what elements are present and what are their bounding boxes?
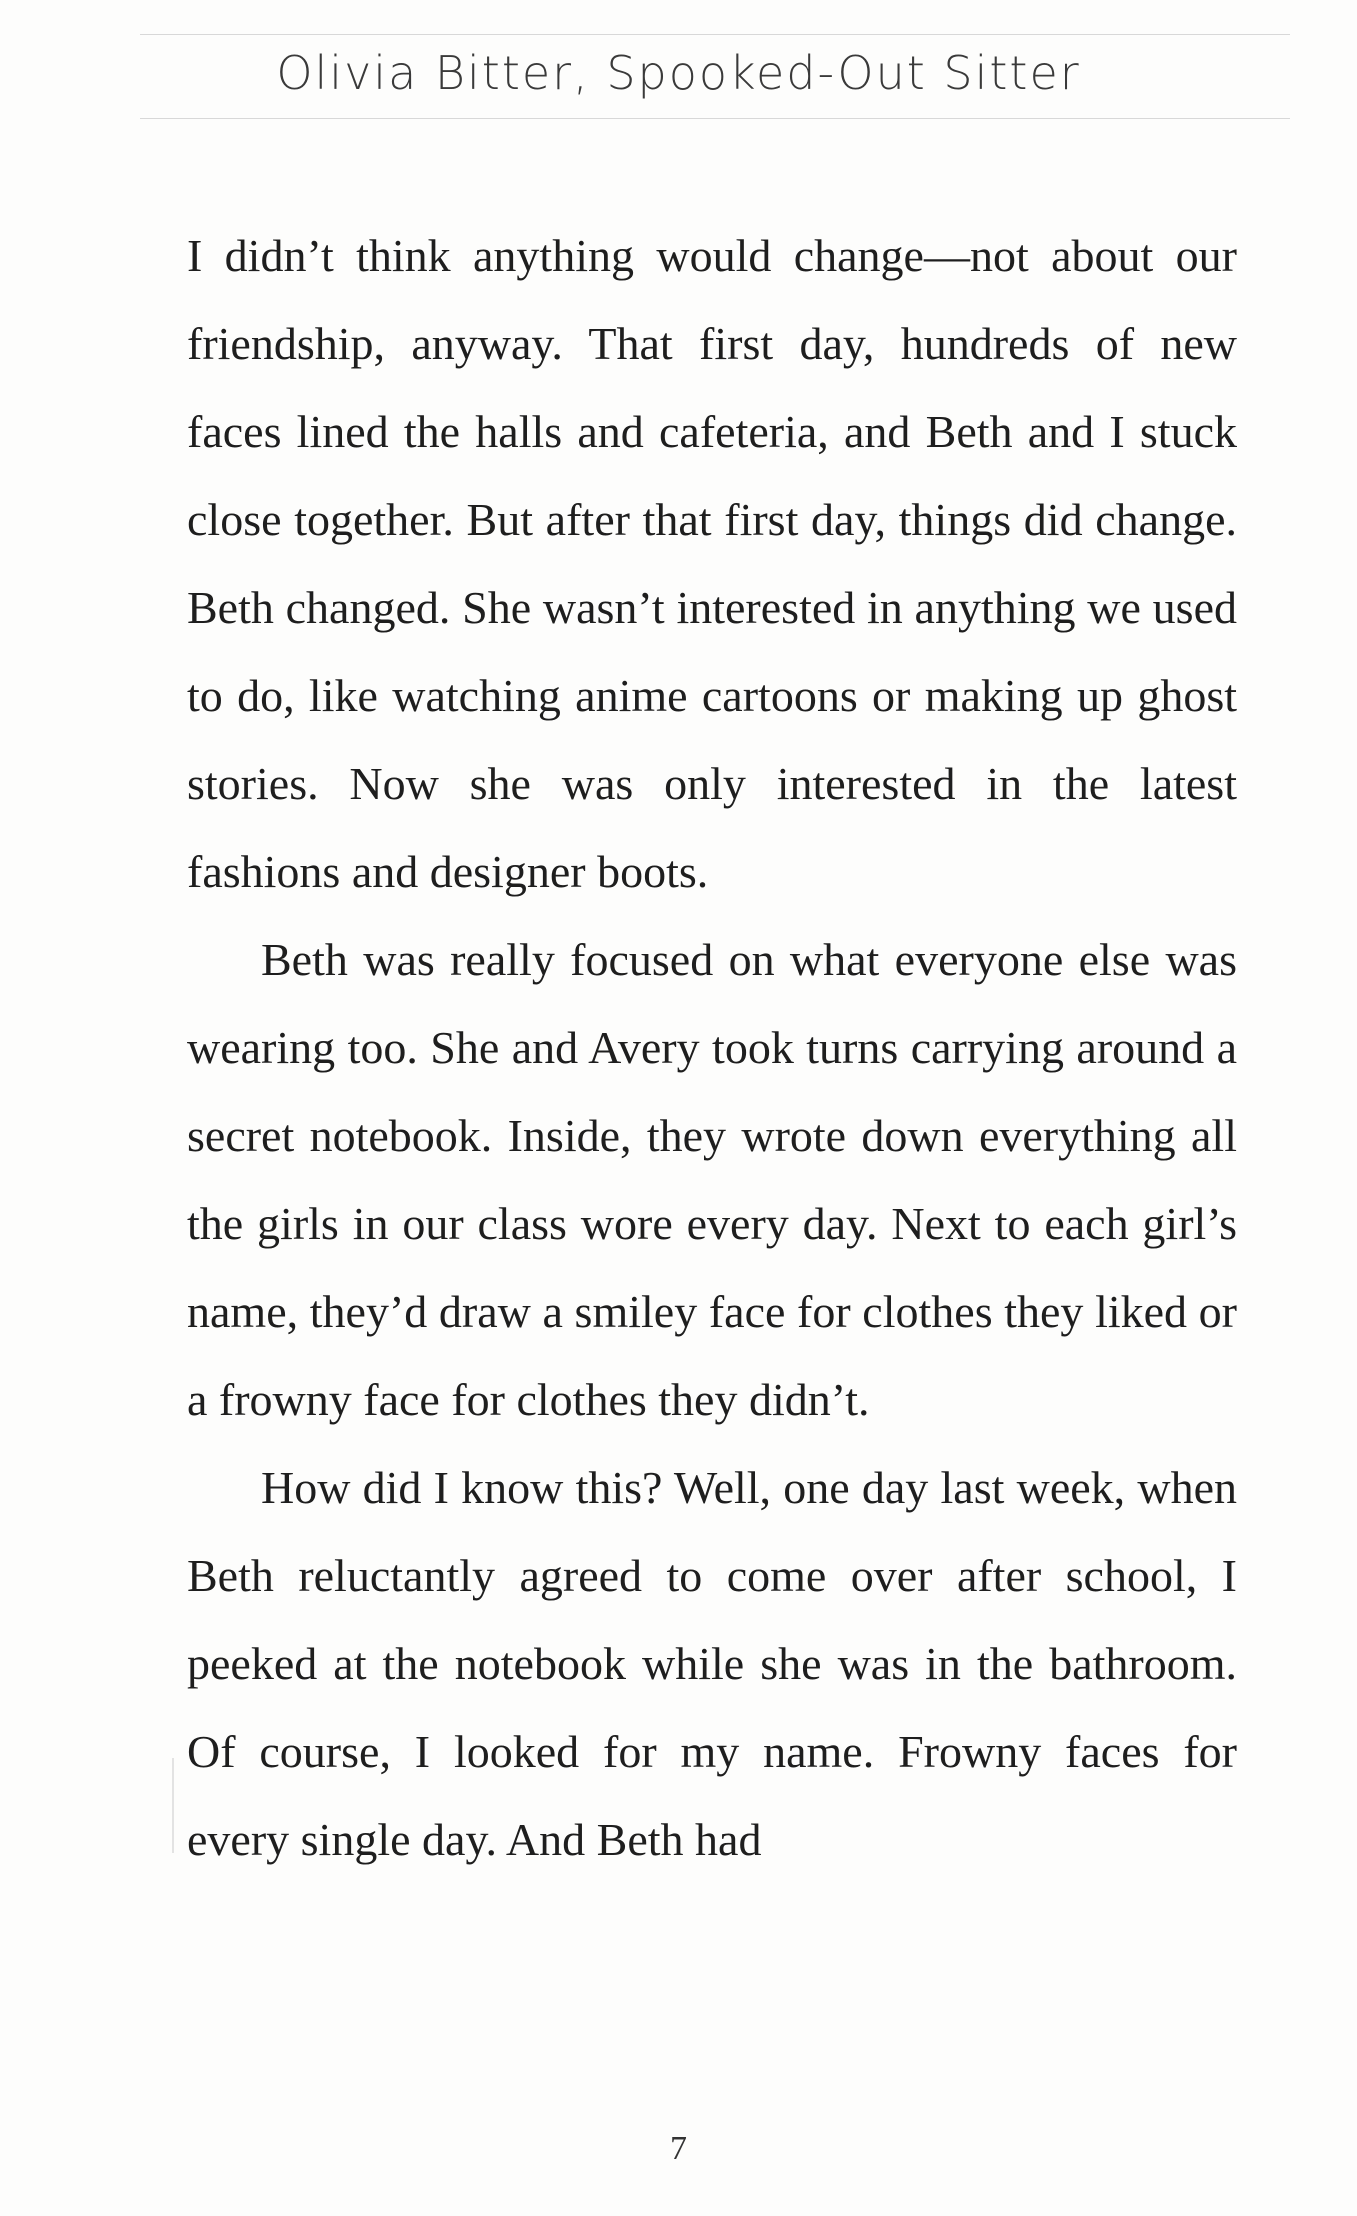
paragraph-1: I didn’t think anything would change—not about our friendship, anyway. That first day, hundreds of new faces lined the halls and cafeteria, and Beth and I stuck close together. But after that first day, things did change. Beth changed. She wasn’t interested in anything we used to do, like watching anime cartoons or making up ghost stories. Now she was only interested in the latest fashions and designer boots.	[187, 230, 1237, 897]
body-text	[187, 212, 1237, 1884]
header-bottom-rule	[140, 118, 1290, 119]
margin-scan-mark	[172, 1758, 174, 1853]
running-head-title: Olivia Bitter, Spooked-Out Sitter	[276, 46, 1081, 100]
page-number: 7	[670, 2130, 687, 2167]
header-top-rule	[140, 34, 1290, 35]
paragraph-3: How did I know this? Well, one day last week, when Beth reluctantly agreed to come over after school, I peeked at the notebook while she was in the bathroom. Of course, I looked for my name. Frowny faces for every single day. And Beth had	[187, 1462, 1237, 1865]
paragraph-2: Beth was really focused on what everyone else was wearing too. She and Avery took turns carrying around a secret notebook. Inside, they wrote down everything all the girls in our class wore every day. Next to each girl’s name, they’d draw a smiley face for clothes they liked or a frowny face for clothes they didn’t.	[187, 934, 1237, 1425]
